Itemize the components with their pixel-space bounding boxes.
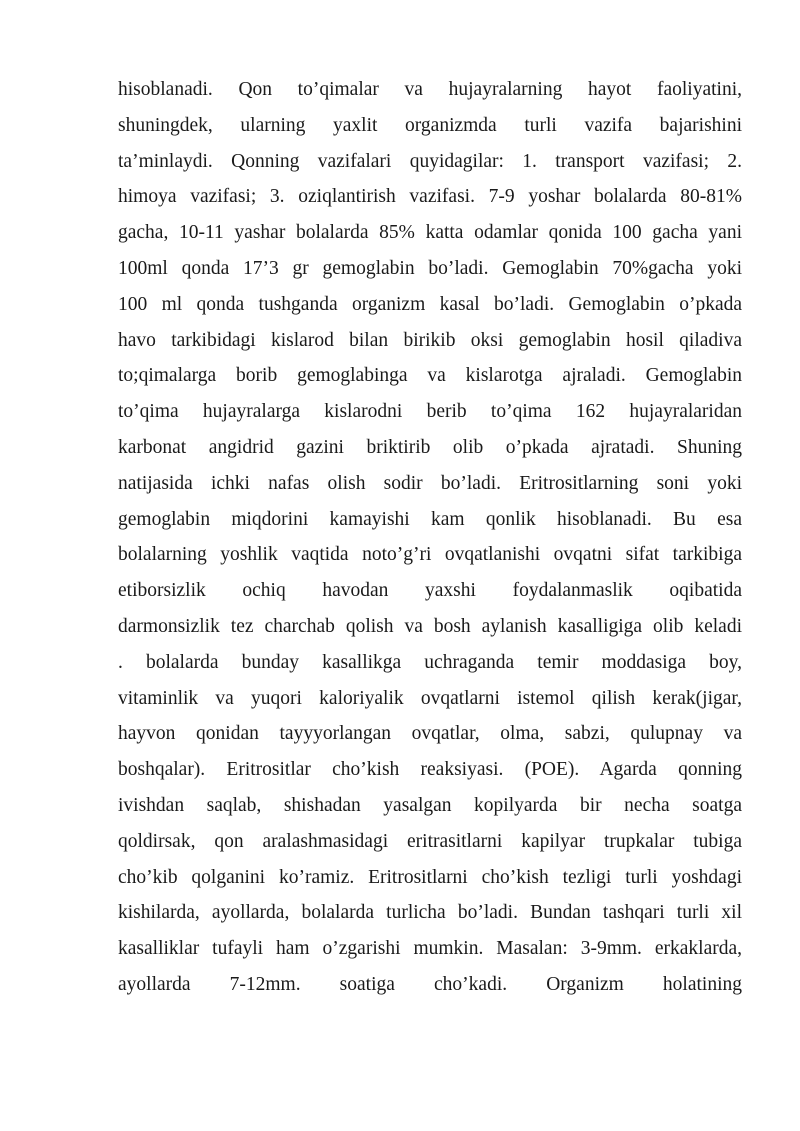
text-line: kishilarda, ayollarda, bolalarda turlicha bo’ladi. Bundan tashqari turli xil bbox=[118, 902, 742, 924]
text-line: havo tarkibidagi kislarod bilan birikib oksi gemoglabin hosil qiladiva bbox=[118, 329, 742, 351]
text-line: vitaminlik va yuqori kaloriyalik ovqatlarni istemol qilish kerak(jigar, bbox=[118, 687, 742, 709]
text-line: 100ml qonda 17’3 gr gemoglabin bo’ladi. Gemoglabin 70%gacha yoki bbox=[118, 257, 742, 279]
text-line: gemoglabin miqdorini kamayishi kam qonlik hisoblanadi. Bu esa bbox=[118, 508, 742, 530]
text-line: qoldirsak, qon aralashmasidagi eritrasitlarni kapilyar trupkalar tubiga bbox=[118, 830, 742, 852]
text-line: ta’minlaydi. Qonning vazifalari quyidagilar: 1. transport vazifasi; 2. bbox=[118, 150, 742, 172]
text-line: . bolalarda bunday kasallikga uchraganda temir moddasiga boy, bbox=[118, 651, 742, 673]
text-line: ayollarda 7-12mm. soatiga cho’kadi. Organizm holatining bbox=[118, 973, 742, 995]
text-line: gacha, 10-11 yashar bolalarda 85% katta odamlar qonida 100 gacha yani bbox=[118, 222, 742, 244]
text-line: natijasida ichki nafas olish sodir bo’ladi. Eritrositlarning soni yoki bbox=[118, 472, 742, 494]
text-line: to’qima hujayralarga kislarodni berib to’qima 162 hujayralaridan bbox=[118, 401, 742, 423]
text-line: hisoblanadi. Qon to’qimalar va hujayralarning hayot faoliyatini, bbox=[118, 79, 742, 100]
text-line: kasalliklar tufayli ham o’zgarishi mumkin. Masalan: 3-9mm. erkaklarda, bbox=[118, 938, 742, 960]
text-line: boshqalar). Eritrositlar cho’kish reaksiyasi. (POE). Agarda qonning bbox=[118, 759, 742, 781]
text-line: 100 ml qonda tushganda organizm kasal bo’ladi. Gemoglabin o’pkada bbox=[118, 293, 742, 315]
text-line: bolalarning yoshlik vaqtida noto’g’ri ovqatlanishi ovqatni sifat tarkibiga bbox=[118, 544, 742, 566]
text-line: etiborsizlik ochiq havodan yaxshi foydalanmaslik oqibatida bbox=[118, 580, 742, 602]
text-line: himoya vazifasi; 3. oziqlantirish vazifasi. 7-9 yoshar bolalarda 80-81% bbox=[118, 186, 742, 208]
text-line: karbonat angidrid gazini briktirib olib o’pkada ajratadi. Shuning bbox=[118, 436, 742, 458]
text-line: darmonsizlik tez charchab qolish va bosh aylanish kasalligiga olib keladi bbox=[118, 615, 742, 637]
text-line: cho’kib qolganini ko’ramiz. Eritrositlarni cho’kish tezligi turli yoshdagi bbox=[118, 866, 742, 888]
text-line: to;qimalarga borib gemoglabinga va kislarotga ajraladi. Gemoglabin bbox=[118, 365, 742, 387]
text-line: hayvon qonidan tayyyorlangan ovqatlar, olma, sabzi, qulupnay va bbox=[118, 723, 742, 745]
body-text bbox=[118, 72, 742, 1003]
text-line: ivishdan saqlab, shishadan yasalgan kopilyarda bir necha soatga bbox=[118, 794, 742, 816]
text-line: shuningdek, ularning yaxlit organizmda turli vazifa bajarishini bbox=[118, 114, 742, 136]
